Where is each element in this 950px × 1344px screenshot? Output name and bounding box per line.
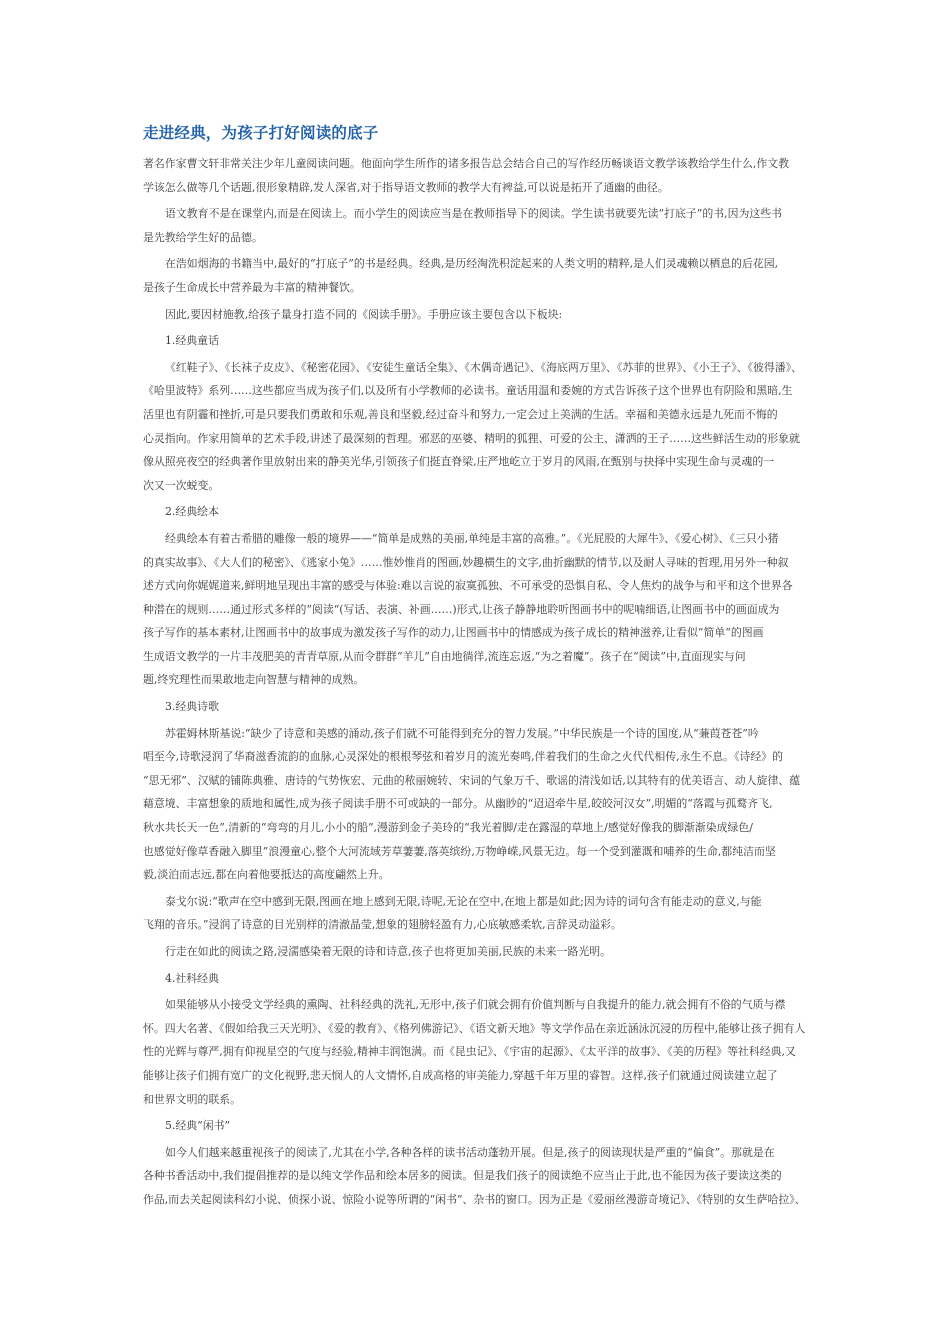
article-title: 走进经典，为孩子打好阅读的底子: [143, 124, 379, 142]
section-heading-poetry: 3.经典诗歌: [165, 700, 219, 714]
section-text-poetry-1: 苏霍姆林斯基说:“缺少了诗意和美感的涌动,孩子们就不可能得到充分的智力发展。”中华民族是一个诗的国度,从“蒹葭苍苍”吟 唱至今,诗歌浸润了华裔滋香流韵的血脉,心灵深处的根根琴弦和着岁月的流光奏鸣,伴着我们的生命之火代代相传,永生不息。《诗经》的 “思无邪”、汉赋的铺陈典雅、唐诗的气势恢宏、元曲的秾丽婉转、宋词的气象万千、歌谣的清浅如话,以其特有的优美语言、动人旋律、蕴 藉意境、丰富想象的质地和属性,成为孩子阅读手册不可或缺的一部分。从幽眇的“迢迢牵牛星,皎皎河汉女”,明媚的“落霞与孤鹜齐飞, 秋水共长天一色”,清新的“弯弯的月儿,小小的船”,漫游到金子美玲的“我光着脚/走在露湿的草地上/感觉好像我的脚渐渐染成绿色/ 也感觉好像草香融入脚里”浪漫童心,整个大河流域芳草萋萋,落英缤纷,万物峥嵘,风景无边。每一个受到灌溉和哺养的生命,都纯洁而坚 毅,淡泊而志远,都在向着他要抵达的高度翩然上升。: [143, 726, 801, 882]
section-text-poetry-2: 泰戈尔说:“歌声在空中感到无限,图画在地上感到无限,诗呢,无论在空中,在地上都是如此;因为诗的词句含有能走动的意义,与能 飞翔的音乐。”浸润了诗意的目光别样的清澈晶莹,想象的翅膀轻盈有力,心底敏感柔软,言辞灵动溢彩。: [143, 894, 762, 932]
section-text-leisure-books: 如今人们越来越重视孩子的阅读了,尤其在小学,各种各样的读书活动蓬勃开展。但是,孩子的阅读现状是严重的“偏食”。那就是在 各种书香活动中,我们提倡推荐的是以纯文学作品和绘本居多的阅读。但是我们孩子的阅读绝不应当止于此,也不能因为孩子要读这类的 作品,而去关起阅读科幻小说、侦探小说、惊险小说等所谓的“闲书”、杂书的窗口。因为正是《爱丽丝漫游奇境记》、《特别的女生萨哈拉》、: [143, 1145, 806, 1206]
section-text-picture-books: 经典绘本有着古希腊的雕像一般的境界——“简单是成熟的美丽,单纯是丰富的高雅。”。《光屁股的大犀牛》、《爱心树》、《三只小猪 的真实故事》、《大人们的秘密》、《逃家小兔》……惟妙惟肖的图画,妙趣横生的文字,曲折幽默的情节,以及耐人寻味的哲理,用另外一种叙 述方式向你娓娓道来,鲜明地呈现出丰富的感受与体验:难以言说的寂寞孤独、不可承受的恐惧自私、令人焦灼的战争与和平和这个世界各 种潜在的规则……通过形式多样的“阅读“(写话、表演、补画……)形式,让孩子静静地聆听图画书中的呢喃细语,让图画书中的画面成为 孩子写作的基本素材,让图画书中的故事成为激发孩子写作的动力,让图画书中的情感成为孩子成长的精神滋养,让看似”简单“的图画 生成语文教学的一片丰茂肥美的青青草原,从而令群群“羊儿”自由地徜徉,流连忘返,“为之着魔”。孩子在“阅读”中,直面现实与问 题,终究理性而果敢地走向智慧与精神的成熟。: [143, 531, 793, 687]
section-heading-social-science: 4.社科经典: [165, 971, 219, 985]
paragraph-classics: 在浩如烟海的书籍当中,最好的“打底子”的书是经典。经典,是历经淘洗积淀起来的人类文明的精粹,是人们灵魂赖以栖息的后花园, 是孩子生命成长中营养最为丰富的精神餐饮。: [143, 257, 779, 294]
intro-paragraph: 著名作家曹文轩非常关注少年儿童阅读问题。他面向学生所作的诸多报告总会结合自己的写作经历畅谈语文教学该教给学生什么,作文教 学该怎么做等几个话题,很形象精辟,发人深省,对于指导语文教师的教学大有裨益,可以说是拓开了通幽的曲径。: [143, 157, 790, 194]
section-heading-fairy-tales: 1.经典童话: [165, 334, 219, 348]
section-text-fairy-tales: 《红鞋子》、《长袜子皮皮》、《秘密花园》、《安徒生童话全集》、《木偶奇遇记》、《海底两万里》、《苏菲的世界》、《小王子》、《彼得潘》、 《哈里波特》系列……这些都应当成为孩子们,以及所有小学教师的必读书。童话用温和委婉的方式告诉孩子这个世界也有阴险和黑暗,生 活里也有阴霾和挫折,可是只要我们勇敢和乐观,善良和坚毅,经过奋斗和努力,一定会过上美满的生活。幸福和美德永远是九死而不悔的 心灵指向。作家用简单的艺术手段,讲述了最深刻的哲理。邪恶的巫婆、精明的狐狸、可爱的公主、潇洒的王子……这些鲜活生动的形象就 像从照亮夜空的经典著作里放射出来的静美光华,引领孩子们挺直脊梁,庄严地屹立于岁月的风雨,在甄别与抉择中实现生命与灵魂的一 次又一次蜕变。: [143, 360, 803, 492]
section-text-poetry-3: 行走在如此的阅读之路,浸濡感染着无限的诗和诗意,孩子也将更加美丽,民族的未来一路光明。: [165, 945, 612, 958]
section-heading-picture-books: 2.经典绘本: [165, 505, 219, 519]
article: [143, 120, 811, 1212]
paragraph-reading-handbook: 因此,要因材施教,给孩子量身打造不同的《阅读手册》。手册应该主要包含以下板块:: [165, 307, 563, 321]
section-text-social-science: 如果能够从小接受文学经典的熏陶、社科经典的洗礼,无形中,孩子们就会拥有价值判断与自我提升的能力,就会拥有不俗的气质与襟 怀。四大名著、《假如给我三天光明》、《爱的教育》、《格列佛游记》、《语文新天地》等文学作品在亲近涵泳沉浸的历程中,能够让孩子拥有人 性的光辉与尊严,拥有仰视星空的气度与经验,精神丰润饱满。而《昆虫记》、《宇宙的起源》、《太平洋的故事》、《美的历程》等社科经典,又 能够让孩子们拥有宽广的文化视野,悲天悯人的人文情怀,自成高格的审美能力,穿越千年万里的睿智。这样,孩子们就通过阅读建立起了 和世界文明的联系。: [143, 998, 806, 1106]
paragraph-reading-education: 语文教育不是在课堂内,而是在阅读上。而小学生的阅读应当是在教师指导下的阅读。学生读书就要先读“打底子”的书,因为这些书 是先教给学生好的品德。: [143, 207, 783, 244]
section-heading-leisure-books: 5.经典“闲书”: [165, 1119, 231, 1133]
